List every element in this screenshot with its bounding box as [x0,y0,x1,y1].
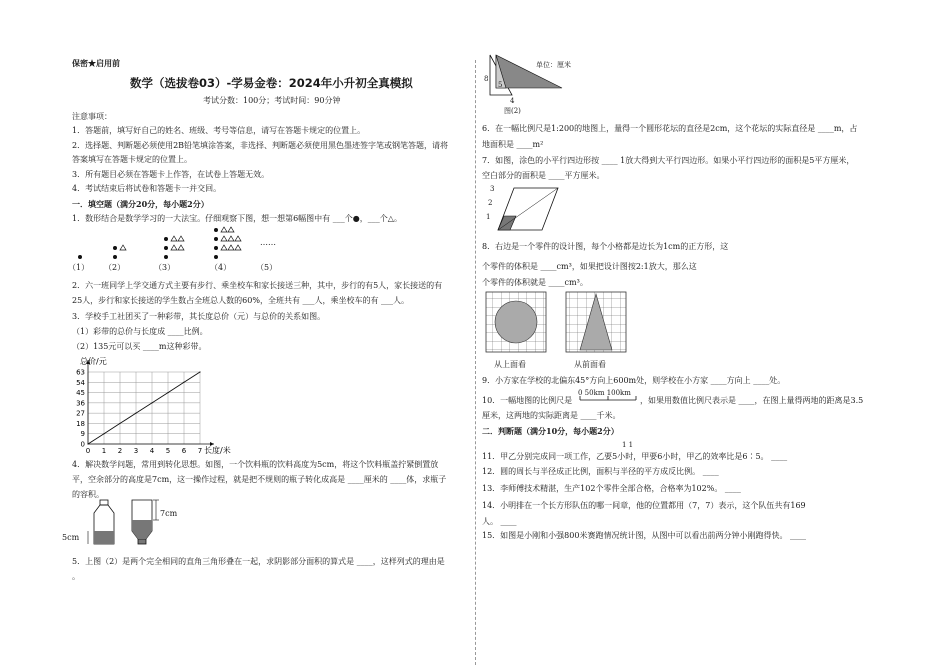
question-5-line1: 5．上图（2）是两个完全相同的直角三角形叠在一起，求阴影部分面积的算式是 ____，这样列式的理由是 [72,557,445,566]
part-views-figure [484,290,634,356]
x-tick-label: 5 [165,447,171,455]
grid-num-3: 3 [490,185,495,193]
bottle-air-height: 7cm [160,509,178,518]
pattern-ellipsis: …… [260,238,276,247]
column-divider [475,60,476,665]
data-point [87,443,88,444]
question-5-line2: 。 [72,572,80,581]
question-14-line1: 14．小明排在一个长方形队伍的哪一间章，他的位置都用（7，7）表示，这个队伍共有169 [482,501,806,510]
x-tick-label: 0 [85,447,91,455]
question-10-line2: 厘米，这两地的实际距离是 ____千米。 [482,411,621,420]
y-tick-label: 63 [76,368,85,377]
notes-title: 注意事项： [72,112,112,121]
question-8-line2: 个零件的体积是 ____cm³，如果把设计图按2:1放大，那么这 [482,262,697,271]
dot-icon [113,255,117,259]
figure-length-5: 5 [498,81,503,89]
note-item: 1．答题前，填写好自己的姓名、班级、考号等信息，请写在答题卡规定的位置上。 [72,126,366,135]
y-axis-label: 总价/元 [80,357,107,366]
question-1: 1．数形结合是数学学习的一大法宝。仔细观察下图，想一想第6幅图中有 ___个●，___个△。 [72,214,402,223]
pattern-4 [214,227,241,259]
y-tick-label: 18 [76,419,85,428]
question-6-line2: 地面积是 ____m² [482,140,544,149]
question-10-line1: 10．一幅地图的比例尺是 [482,396,573,405]
note-item: 答案填写在答题卡规定的位置上。 [72,155,192,164]
upright-bottle-icon [94,500,114,544]
data-point [103,433,104,434]
question-8-line3: 个零件的体积就是 ____cm³。 [482,278,588,287]
data-point [151,402,152,403]
dot-icon [113,246,117,250]
dot-icon [78,255,82,259]
y-tick-label: 0 [80,440,85,449]
data-point [167,392,168,393]
question-15: 15．如图是小刚和小强800米赛跑情况统计图，从图中可以看出前两分钟小刚跑得快。 ____ [482,531,806,540]
question-4-line3: 的容积。 [72,490,104,499]
data-point [119,423,120,424]
question-7-line2: 空白部分的面积是 ____平方厘米。 [482,171,605,180]
exam-meta: 考试分数：100分；考试时间：90分钟 [203,96,341,105]
x-tick-label: 4 [149,447,155,455]
parallelogram-figure [488,182,568,234]
question-8-line1: 8．右边是一个零件的设计图，每个小格都是边长为1cm的正方形，这 [482,242,729,251]
y-tick-label: 36 [76,399,85,408]
q11-fraction-numerators: 1 1 [622,441,634,449]
top-view-caption: 从上面看 [494,360,526,369]
data-point [199,371,200,372]
question-6-line1: 6．在一幅比例尺是1:200的地图上，量得一个圆形花坛的直径是2cm，这个花坛的实际直径是 ____m，占 [482,124,858,133]
figure-label: （4） [210,263,232,272]
figure-label: （3） [154,263,176,272]
figure-label: （1） [68,263,90,272]
x-tick-label: 1 [101,447,107,455]
x-axis-label: 长度/米 [204,446,231,455]
front-view-grid [566,292,626,352]
note-item: 4．考试结束后将试卷和答题卡一并交回。 [72,184,222,193]
exam-title: 数学（选拔卷03）-学易金卷：2024年小升初全真模拟 [130,76,413,90]
note-item: 3．所有题目必须在答题卡上作答，在试卷上答题无效。 [72,170,270,179]
triangles-figure [482,50,572,105]
question-3-line1: 3．学校手工社团买了一种彩带，其长度总价（元）与总价的关系如图。 [72,312,326,321]
front-view-caption: 从前面看 [574,360,606,369]
y-tick-label: 27 [76,409,85,418]
figure-label: （2） [104,263,126,272]
bottle-liquid-height: 5cm [62,533,80,542]
figure-length-4: 4 [510,97,515,105]
question-12: 12．圆的周长与半径成正比例，面积与半径的平方成反比例。 ____ [482,467,719,476]
y-tick-label: 45 [76,389,85,398]
note-item: 2．选择题、判断题必须使用2B铅笔填涂答案，非选择、判断题必须使用黑色墨迹签字笔或钢笔答题，请将 [72,141,449,150]
figure-unit: 单位：厘米 [536,61,571,69]
question-2-line2: 25人，步行和家长接送的学生数占全班总人数的60%，全班共有 ___人，乘坐校车的有 ___人。 [72,296,410,305]
top-view-grid [486,292,546,352]
question-14-line2: 人。 ____ [482,517,517,526]
question-3b: （2）135元可以买 ____m这种彩带。 [72,342,207,351]
series-line [88,372,200,444]
question-2-line1: 2．六一班同学上学交通方式主要有步行、乘坐校车和家长接送三种，其中，步行的有5人，家长接送的有 [72,281,443,290]
section-heading: 一．填空题（满分20分，每小题2分） [72,199,209,209]
x-tick-label: 2 [117,447,123,455]
data-point [135,413,136,414]
question-9: 9．小方家在学校的北偏东45°方向上600m处，则学校在小方家 ____方向上 ____处。 [482,376,786,385]
inverted-bottle-icon [132,500,159,544]
figure-caption: 图(2) [504,107,521,115]
secret-label: 保密★启用前 [72,58,120,68]
x-tick-label: 7 [197,447,203,455]
question-3a: （1）彩带的总价与长度成 ____比例。 [72,327,208,336]
question-7-line1: 7．如图，涂色的小平行四边形按 ____ 1放大得到大平行四边形。如果小平行四边形的面积是5平方厘米， [482,156,855,165]
triangle-icon [120,245,126,250]
figure-label: （5） [256,263,278,272]
question-4-line1: 4．解决数学问题，常用到转化思想。如图，一个饮料瓶的饮料高度为5cm，将这个饮料瓶盖拧紧倒置放 [72,460,439,469]
x-tick-label: 3 [133,447,139,455]
section-heading: 二．判断题（满分10分，每小题2分） [482,426,619,436]
question-13: 13．李师傅技术精湛，生产102个零件全部合格，合格率为102%。 ____ [482,484,741,493]
data-point [183,382,184,383]
question-4-line2: 平，空余部分的高度是7cm，这一操作过程，就是把不规则的瓶子转化成高是 ____厘米的 ____体，求瓶子 [72,475,447,484]
x-tick-label: 6 [181,447,187,455]
bottle-figure [70,498,190,548]
grid-num-2: 2 [488,199,493,207]
question-11: 11．甲乙分别完成同一项工作，乙要5小时，甲要6小时，甲乙的效率比是6∶5。 ____ [482,452,788,461]
scale-bar-labels: 0 50km 100km [578,389,631,397]
price-length-chart [68,350,238,455]
grid-num-1: 1 [486,213,491,221]
question-10-line1b: ，如果用数值比例尺表示是 ____，在图上量得两地的距离是3.5 [640,396,864,405]
y-tick-label: 54 [76,378,85,387]
y-tick-label: 9 [80,430,85,439]
pattern-3 [164,236,184,259]
figure-length-8: 8 [484,75,489,83]
